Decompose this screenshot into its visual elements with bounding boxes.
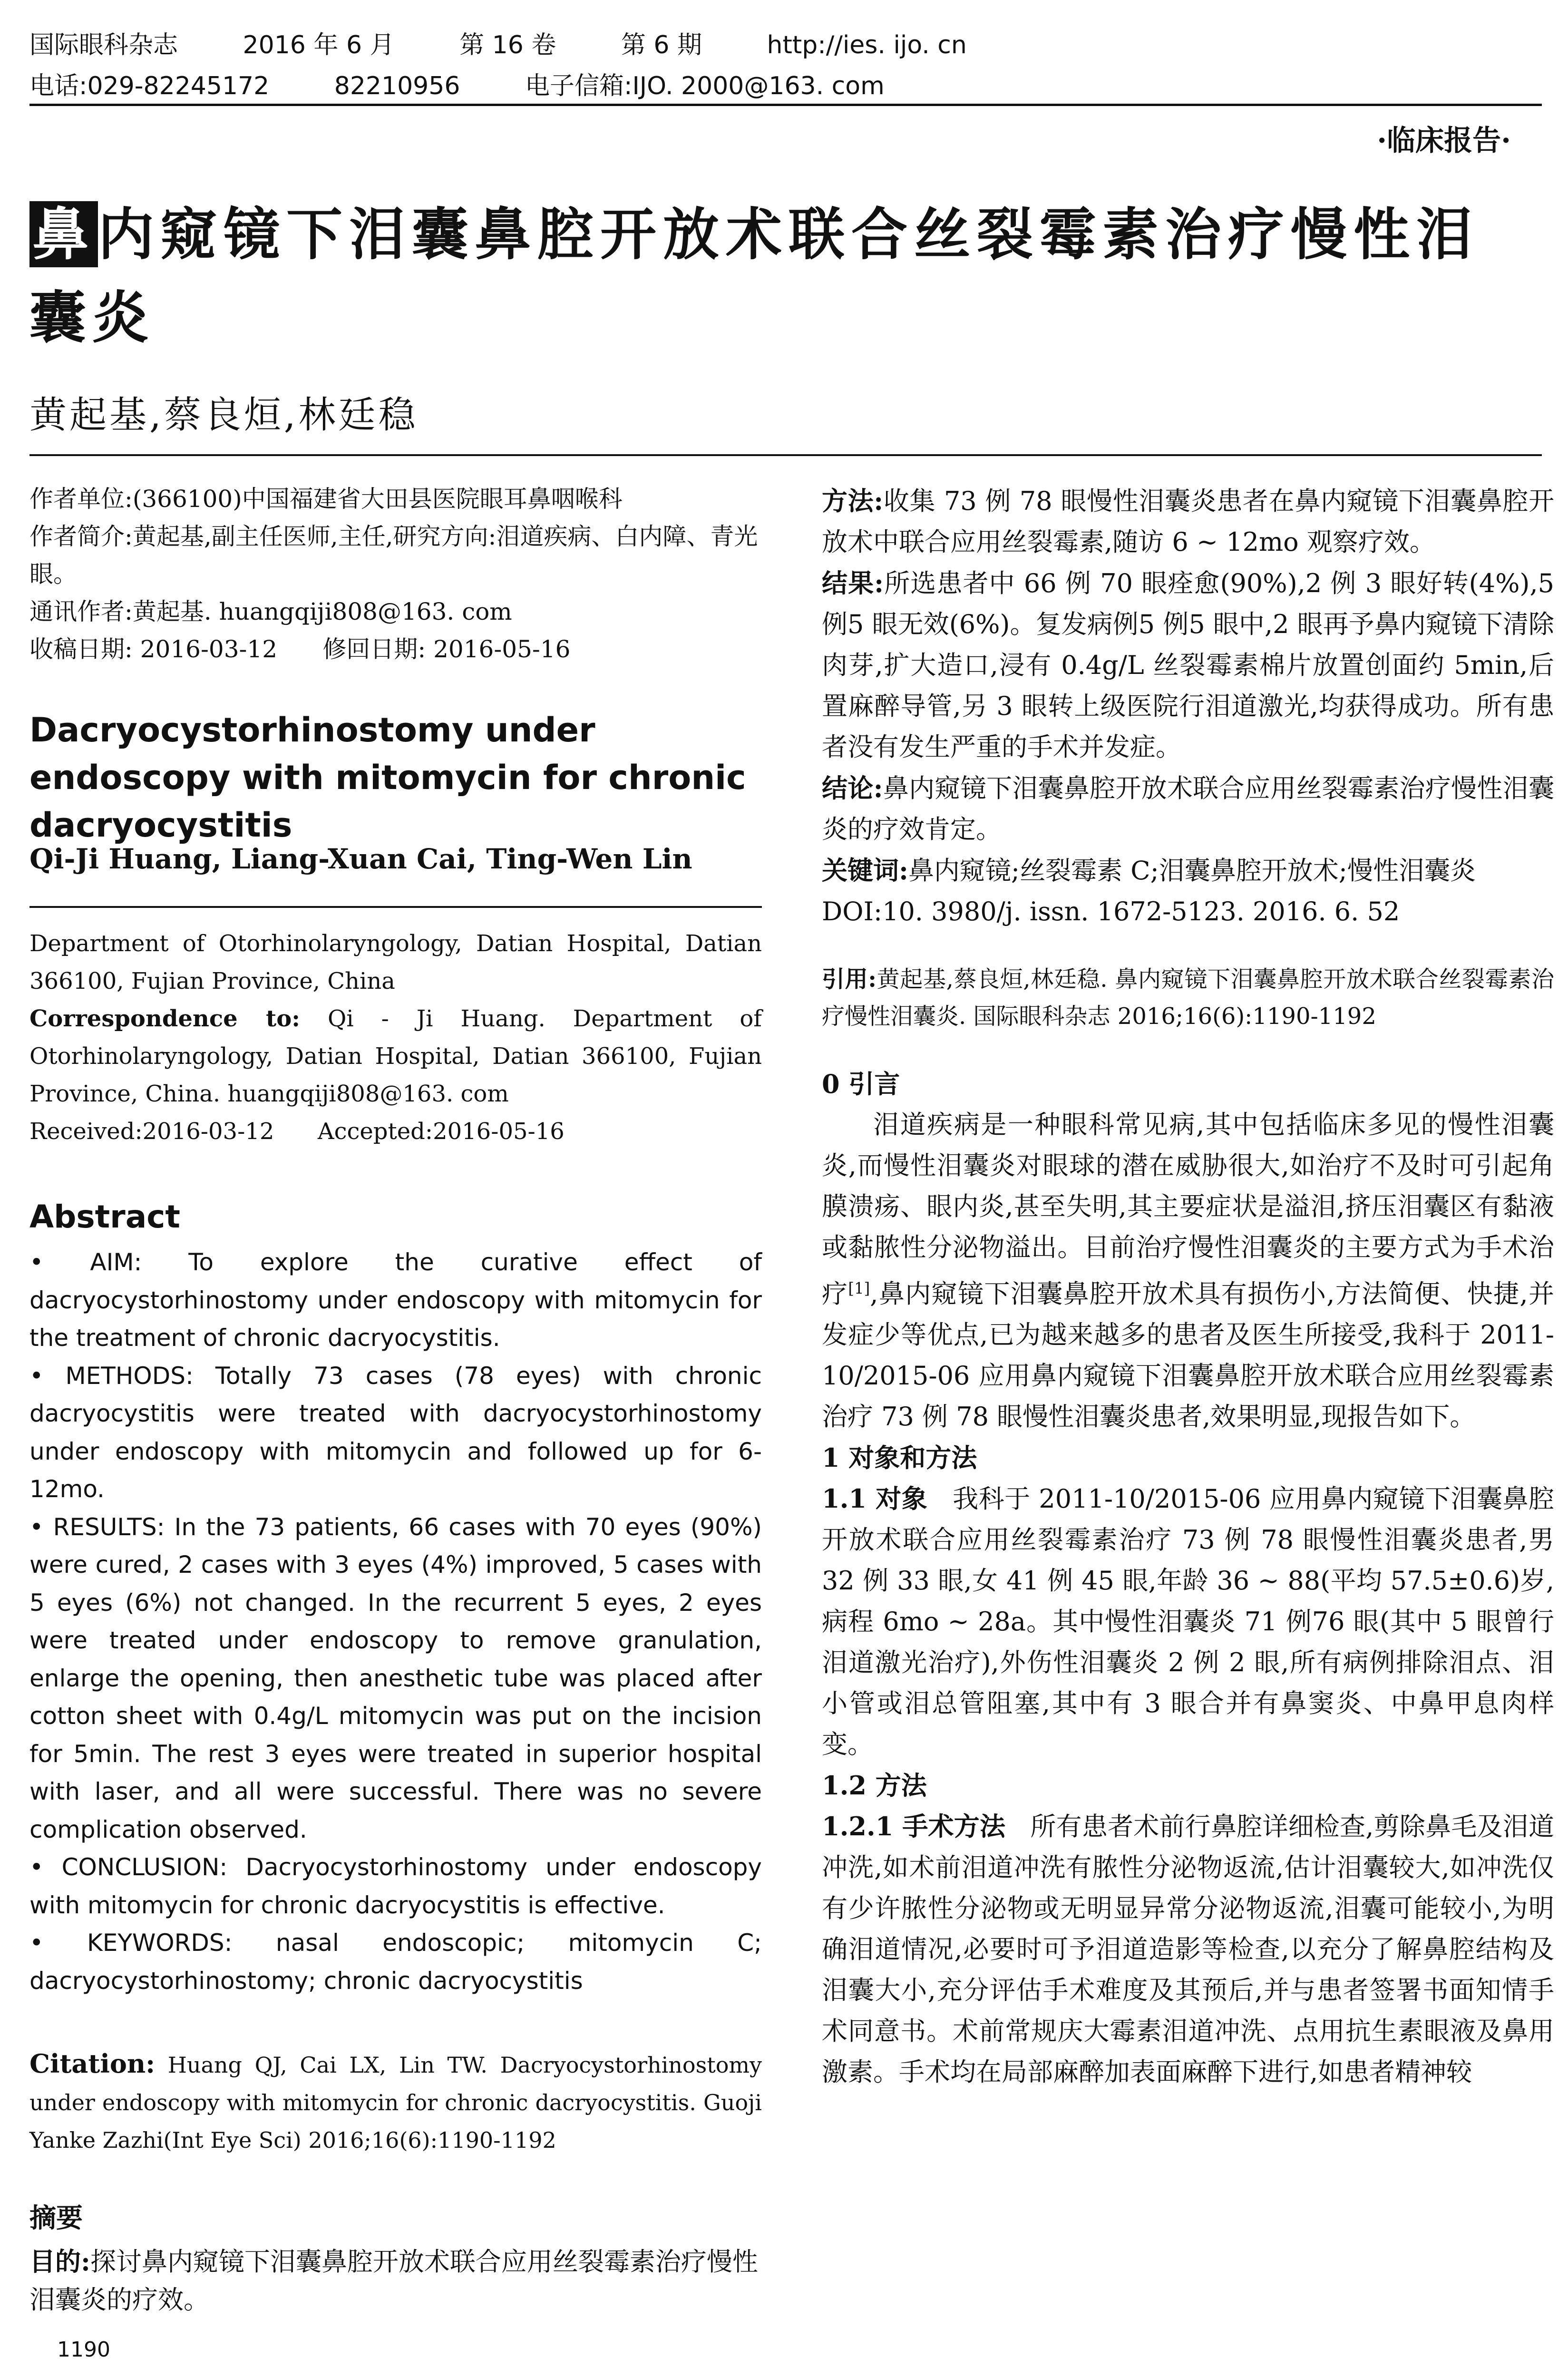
issue-date: 2016 年 6 月 <box>243 31 395 59</box>
section-tag: ·临床报告· <box>1377 124 1511 157</box>
journal-email[interactable]: 电子信箱:IJO. 2000@163. com <box>525 72 885 100</box>
zh-keywords: 鼻内窥镜;丝裂霉素 C;泪囊鼻腔开放术;慢性泪囊炎 <box>908 856 1476 886</box>
zh-method-label: 方法: <box>822 486 884 516</box>
zh-method: 收集 73 例 78 眼慢性泪囊炎患者在鼻内窥镜下泪囊鼻腔开放术中联合应用丝裂霉素,随访 6 ~ 12mo 观察疗效。 <box>822 486 1554 557</box>
abstract-conclusion: • CONCLUSION: Dacryocystorhinostomy under endoscopy with mitomycin for chronic dacryocystitis is effective. <box>29 1853 762 1919</box>
journal-header-line-1 <box>29 25 1542 66</box>
author-unit: 作者单位:(366100)中国福建省大田县医院眼耳鼻咽喉科 <box>29 485 623 513</box>
abstract-aim: • AIM: To explore the curative effect of dacryocystorhinostomy under endoscopy with mitomycin for the treatment of chronic dacryocystitis. <box>29 1248 762 1352</box>
english-affiliation-block <box>29 925 762 1150</box>
intro-text: 泪道疾病是一种眼科常见病,其中包括临床多见的慢性泪囊炎,而慢性泪囊炎对眼球的潜在威胁很大,如治疗不及时可引起角膜溃疡、眼内炎,甚至失明,其主要症状是溢泪,挤压泪囊区有黏液或黏脓性分泌物溢出。目前治疗慢性泪囊炎的主要方式为手术治疗 <box>822 1110 1554 1309</box>
journal-url[interactable]: http://ies. ijo. cn <box>767 31 967 59</box>
intro-paragraph <box>822 1104 1554 1437</box>
spacer-2 <box>822 1035 1554 1063</box>
zh-cite: 黄起基,蔡良烜,林廷稳. 鼻内窥镜下泪囊鼻腔开放术联合丝裂霉素治疗慢性泪囊炎. 国际眼科杂志 2016;16(6):1190-1192 <box>822 966 1554 1030</box>
zh-abstract-aim-block <box>29 2242 762 2319</box>
spacer <box>822 932 1554 961</box>
journal-header-line-2 <box>29 66 1542 107</box>
correspondence-text: Qi - Ji Huang. Department of Otorhinolaryngology, Datian Hospital, Datian 366100, Fujian Province, China. huangqiji808@163. com <box>29 1005 762 1107</box>
section-1-2-heading: 1.2 方法 <box>822 1770 927 1801</box>
issue-number: 第 6 期 <box>621 31 702 59</box>
author-bio: 作者简介:黄起基,副主任医师,主任,研究方向:泪道疾病、白内障、青光眼。 <box>29 523 758 588</box>
volume: 第 16 卷 <box>459 31 556 59</box>
zh-conclusion: 鼻内窥镜下泪囊鼻腔开放术联合应用丝裂霉素治疗慢性泪囊炎的疗效肯定。 <box>822 773 1554 844</box>
header-rule <box>29 104 1542 106</box>
authors-cn: 黄起基,蔡良烜,林廷稳 <box>29 394 419 437</box>
section-1-2-1-text: 所有患者术前行鼻腔详细检查,剪除鼻毛及泪道冲洗,如术前泪道冲洗有脓性分泌物返流,估计泪囊较大,如冲洗仅有少许脓性分泌物或无明显异常分泌物返流,泪囊可能较小,为明确泪道情况,必要时可予泪道造影等检查,以充分了解鼻腔结构及泪囊大小,充分评估手术难度及其预后,并与患者签署书面知情手术同意书。术前常规庆大霉素泪道冲洗、点用抗生素眼液及鼻用激素。手术均在局部麻醉加表面麻醉下进行,如患者精神较 <box>822 1812 1555 2087</box>
page-number: 1190 <box>57 2338 110 2362</box>
english-authors: Qi-Ji Huang, Liang-Xuan Cai, Ting-Wen Lin <box>29 843 692 875</box>
section-1-2-1 <box>822 1806 1554 2093</box>
intro-text-cont: ,鼻内窥镜下泪囊鼻腔开放术具有损伤小,方法简便、快捷,并发症少等优点,已为越来越多的患者及医生所接受,我科于 2011-10/2015-06 应用鼻内窥镜下泪囊鼻腔开放术联合应用丝裂霉素治疗 73 例 78 眼慢性泪囊炎患者,效果明显,现报告如下。 <box>822 1279 1555 1432</box>
abstract-heading: Abstract <box>29 1198 180 1235</box>
zh-cite-label: 引用: <box>822 966 877 993</box>
section-1-heading: 1 对象和方法 <box>822 1442 977 1473</box>
intro-ref: [1] <box>848 1279 870 1297</box>
received-dates: 收稿日期: 2016-03-12 修回日期: 2016-05-16 <box>29 635 571 663</box>
section-1-2-1-label: 1.2.1 手术方法 <box>822 1811 1006 1841</box>
section-1-1-text: 我科于 2011-10/2015-06 应用鼻内窥镜下泪囊鼻腔开放术联合应用丝裂霉素治疗 73 例 78 眼慢性泪囊炎患者,男 32 例 33 眼,女 41 例 45 眼,年龄 36 ~ 88(平均 57.5±0.6)岁,病程 6mo ~ 28a。其中慢性泪囊炎 71 例76 眼(其中 5 眼曾行泪道激光治疗),外伤性泪囊炎 2 例 2 眼,所有病例排除泪点、泪小管或泪总管阻塞,其中有 3 眼合并有鼻窦炎、中鼻甲息肉样变。 <box>822 1484 1555 1759</box>
corresponding-author: 通讯作者:黄起基. huangqiji808@163. com <box>29 598 512 625</box>
english-title: Dacryocystorhinostomy under endoscopy with mitomycin for chronic dacryocystitis <box>29 711 746 845</box>
zh-conclusion-label: 结论: <box>822 773 883 803</box>
title-rest: 内窥镜下泪囊鼻腔开放术联合丝裂霉素治疗慢性泪囊炎 <box>29 201 1480 351</box>
zh-result-label: 结果: <box>822 568 884 598</box>
journal-name: 国际眼科杂志 <box>29 31 178 59</box>
abstract-methods: • METHODS: Totally 73 cases (78 eyes) with chronic dacryocystitis were treated with dacryocystorhinostomy under endoscopy with mitomycin and followed up for 6-12mo. <box>29 1362 762 1503</box>
citation-text: Huang QJ, Cai LX, Lin TW. Dacryocystorhinostomy under endoscopy with mitomycin for chronic dacryocystitis. Guoji Yanke Zazhi(Int Eye Sci) 2016;16(6):1190-1192 <box>29 2052 762 2153</box>
zh-result: 所选患者中 66 例 70 眼痊愈(90%),2 例 3 眼好转(4%),5 例5 眼无效(6%)。复发病例5 例5 眼中,2 眼再予鼻内窥镜下清除肉芽,扩大造口,浸有 0.4g/L 丝裂霉素棉片放置创面约 5min,后置麻醉导管,另 3 眼转上级医院行泪道激光,均获得成功。所有患者没有发生严重的手术并发症。 <box>822 568 1554 762</box>
abstract-keywords: • KEYWORDS: nasal endoscopic; mitomycin C; dacryocystorhinostomy; chronic dacryocystitis <box>29 1929 762 1995</box>
english-authors-rule <box>29 906 762 908</box>
abstract-body <box>29 1244 762 2000</box>
zh-aim: 探讨鼻内窥镜下泪囊鼻腔开放术联合应用丝裂霉素治疗慢性泪囊炎的疗效。 <box>29 2247 758 2315</box>
phone-2: 82210956 <box>334 72 460 100</box>
section-1-1-label: 1.1 对象 <box>822 1483 928 1514</box>
doi: DOI:10. 3980/j. issn. 1672-5123. 2016. 6. 52 <box>822 896 1400 926</box>
zh-aim-label: 目的: <box>29 2246 90 2277</box>
title-first-char: 鼻 <box>29 201 98 267</box>
english-correspondence <box>29 1000 762 1113</box>
authors-rule <box>29 454 1542 456</box>
citation-block <box>29 2045 762 2159</box>
right-column <box>822 480 1554 2093</box>
zh-abstract-heading: 摘要 <box>29 2202 83 2234</box>
correspondence-label: Correspondence to: <box>29 1005 300 1032</box>
section-1-1 <box>822 1478 1554 1765</box>
phone: 电话:029-82245172 <box>29 72 270 100</box>
abstract-results: • RESULTS: In the 73 patients, 66 cases with 70 eyes (90%) were cured, 2 cases with 3 eyes (4%) improved, 5 cases with 5 eyes (6%) not changed. In the recurrent 5 eyes, 2 eyes were treated under endoscopy to remove granulation, enlarge the opening, then anesthetic tube was placed after cotton sheet with 0.4g/L mitomycin was put on the incision for 5min. The rest 3 eyes were treated in superior hospital with laser, and all were successful. There was no severe complication observed. <box>29 1513 762 1843</box>
author-meta <box>29 480 762 668</box>
english-affiliation: Department of Otorhinolaryngology, Datian Hospital, Datian 366100, Fujian Province, China <box>29 930 762 994</box>
english-dates: Received:2016-03-12 Accepted:2016-05-16 <box>29 1118 565 1145</box>
intro-heading: 0 引言 <box>822 1069 900 1099</box>
article-title <box>29 193 1542 359</box>
journal-header <box>29 25 1542 107</box>
zh-keywords-label: 关键词: <box>822 855 908 886</box>
citation-label: Citation: <box>29 2048 156 2079</box>
